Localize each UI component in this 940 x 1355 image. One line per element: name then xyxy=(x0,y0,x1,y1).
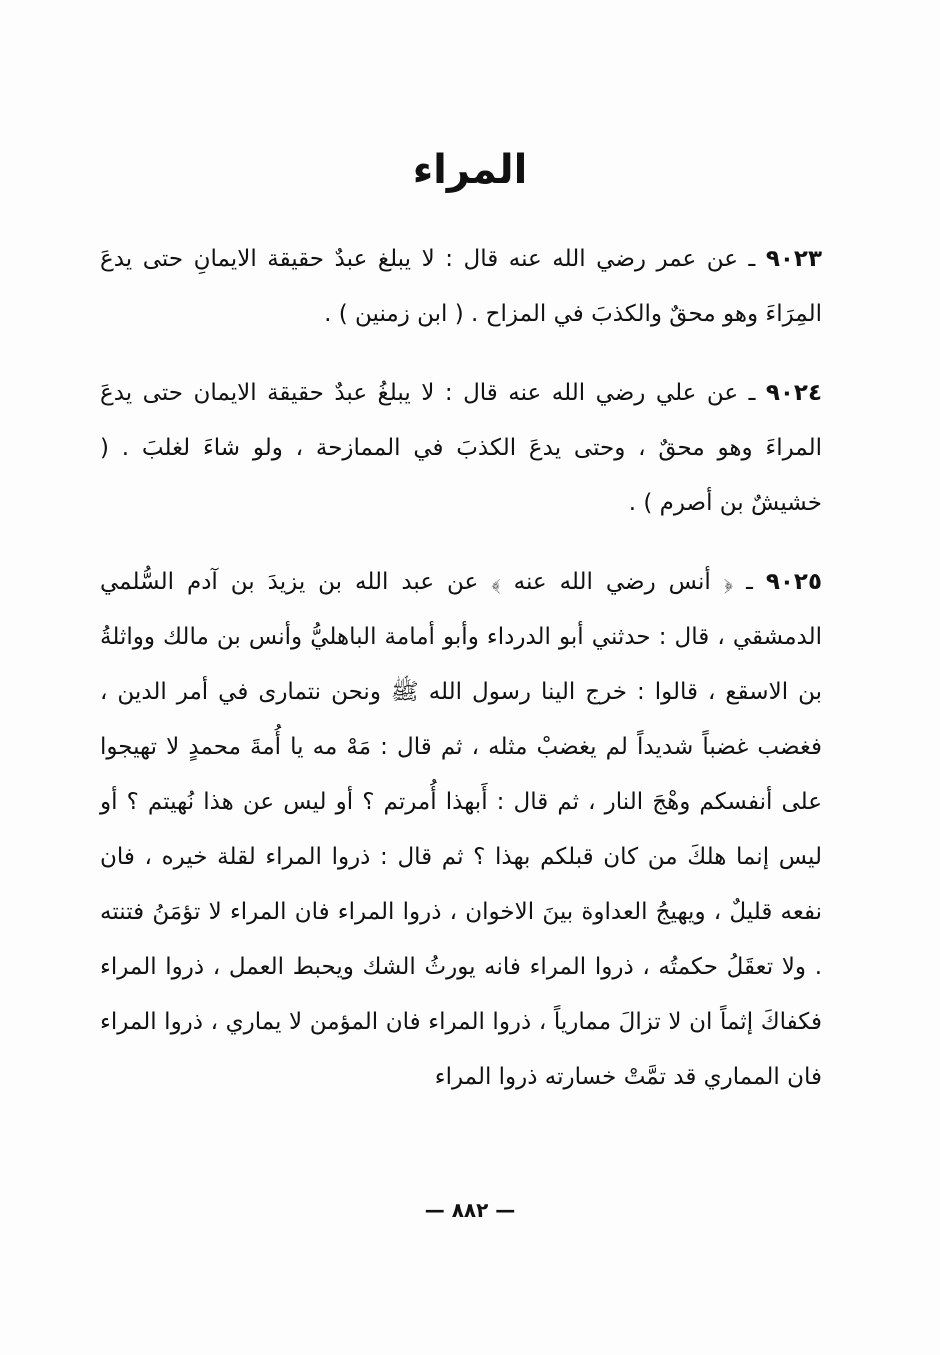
hadith-text: ـ عن عمر رضي الله عنه قال : لا يبلغ عبدٌ حقيقة الايمانِ حتى يدعَ المِرَاءَ وهو محقٌ والكذبَ في المزاح . ( ابن زمنين ) . xyxy=(100,246,822,327)
hadith-paragraph-9023 xyxy=(100,232,822,342)
hadith-text: ـ عن علي رضي الله عنه قال : لا يبلغُ عبدٌ حقيقة الايمان حتى يدعَ المراءَ وهو محقٌ ، وحتى يدعَ الكذبَ في الممازحة ، ولو شاءَ لغلبَ . ( خشيشٌ بن أصرم ) . xyxy=(100,380,822,516)
body-text xyxy=(100,232,822,1129)
chapter-heading: المراء xyxy=(412,147,528,193)
page-number: — ٨٨٢ — xyxy=(424,1198,516,1222)
hadith-number: ٩٠٢٤ xyxy=(765,380,822,406)
hadith-number: ٩٠٢٥ xyxy=(765,569,822,595)
hadith-paragraph-9024 xyxy=(100,366,822,531)
hadith-number: ٩٠٢٣ xyxy=(765,246,822,272)
hadith-paragraph-9025 xyxy=(100,555,822,1105)
hadith-text: ـ ﴿ أنس رضي الله عنه ﴾ عن عبد الله بن يزيدَ بن آدم السُّلمي الدمشقي ، قال : حدثني أبو الدرداء وأبو أمامة الباهليُّ وأنس بن مالك وواثلةُ بن الاسقع ، قالوا : خرج الينا رسول الله ﷺ ونحن نتمارى في أمر الدين ، فغضب غضباً شديداً لم يغضبْ مثله ، ثم قال : مَهْ مه يا أُمةَ محمدٍ لا تهيجوا على أنفسكم وهْجَ النار ، ثم قال : أَبهذا أُمرتم ؟ أو ليس عن هذا نُهيتم ؟ أو ليس إنما هلكَ من كان قبلكم بهذا ؟ ثم قال : ذروا المراء لقلة خيره ، فان نفعه قليلٌ ، ويهيجُ العداوة بينَ الاخوان ، ذروا المراء فان المراء لا تؤمَنُ فتنته . ولا تعقَلُ حكمتُه ، ذروا المراء فانه يورثُ الشك ويحبط العمل ، ذروا المراء فكفاكَ إثماً ان لا تزالَ ممارياً ، ذروا المراء فان المؤمن لا يماري ، ذروا المراء فان المماري قد تمَّتْ خسارته ذروا المراء xyxy=(100,569,822,1090)
